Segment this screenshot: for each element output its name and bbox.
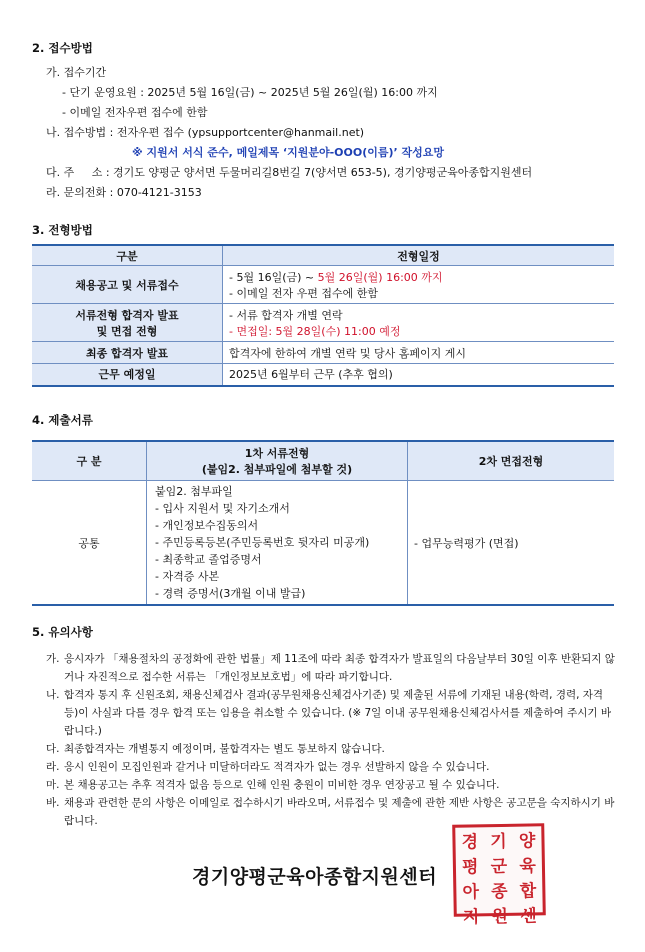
seal-char: 센 xyxy=(520,906,537,927)
note-text: 최종합격자는 개별통지 예정이며, 불합격자는 별도 통보하지 않습니다. xyxy=(64,743,385,755)
label-line: 서류전형 합격자 발표 xyxy=(75,308,179,322)
schedule-text: - 면접일: xyxy=(229,324,276,338)
seal-char: 군 xyxy=(490,856,508,878)
list-item: 붙임2. 첨부파일 xyxy=(155,485,233,498)
note-key: 바. xyxy=(46,797,60,809)
schedule-text: - 서류 합격자 개별 연락 xyxy=(229,308,343,322)
row-value-announcement xyxy=(223,266,615,304)
table-header-category: 구분 xyxy=(32,245,223,266)
row-label-interview xyxy=(32,304,223,342)
note-text: 합격자 통지 후 신원조회, 채용신체검사 결과(공무원채용신체검사기준) 및 제출된 서류에 기재된 내용(학력, 경력, 자격 등)이 사실과 다를 경우 합격 또는 임용을 취소할 수 있습니다. (※ 7일 이내 공무원채용신체검사서를 제출하여 주시기 바랍니다.) xyxy=(64,689,611,737)
list-item xyxy=(46,758,618,776)
table-row xyxy=(32,266,614,304)
table-row xyxy=(32,304,614,342)
header-line: 1차 서류전형 xyxy=(244,447,310,460)
list-item xyxy=(46,650,618,686)
table-header-first-round xyxy=(147,441,408,481)
schedule-text: - 5월 16일(금) ~ xyxy=(229,270,318,284)
list-item xyxy=(46,740,618,758)
section2-address: 다. 주 소 : 경기도 양평군 양서면 두물머리길8번길 7(양서면 653-5), 경기양평군육아종합지원센터 xyxy=(46,166,533,179)
note-key: 라. xyxy=(46,761,60,773)
seal-char: 기 xyxy=(490,831,507,853)
documents-table xyxy=(32,440,614,606)
note-text: 채용과 관련한 문의 사항은 이메일로 접수하시기 바라오며, 서류접수 및 제출에 관한 제반 사항은 공고문을 숙지하시기 바랍니다. xyxy=(64,797,615,827)
list-item xyxy=(46,686,618,740)
seal-char: 육 xyxy=(519,856,536,877)
seal-char: 지 xyxy=(462,907,480,928)
interview-item: - 업무능력평가 (면접) xyxy=(414,536,519,550)
organization-name: 경기양평군육아종합지원센터 xyxy=(192,866,438,888)
list-item xyxy=(46,776,618,794)
note-key: 마. xyxy=(46,779,60,791)
row-label-start: 근무 예정일 xyxy=(32,364,223,386)
interview-date-text: 5월 28일(수) 11:00 예정 xyxy=(275,324,401,338)
section2-a-label: 가. 접수기간 xyxy=(46,66,107,79)
row-value-final: 합격자에 한하여 개별 연락 및 당사 홈페이지 게시 xyxy=(223,342,615,364)
row-label-final: 최종 합격자 발표 xyxy=(32,342,223,364)
section2-b-note: ※ 지원서 서식 준수, 메일제목 ‘지원분야-OOO(이름)’ 작성요망 xyxy=(132,146,445,159)
deadline-text: 5월 26일(월) 16:00 까지 xyxy=(317,270,443,284)
list-item: - 최종학교 졸업증명서 xyxy=(155,553,262,566)
seal-char: 종 xyxy=(490,881,508,903)
list-item: - 자격증 사본 xyxy=(155,570,220,583)
row-label-common: 공통 xyxy=(32,481,147,606)
note-key: 가. xyxy=(46,653,60,665)
row-label-announcement: 채용공고 및 서류접수 xyxy=(32,266,223,304)
list-item: - 입사 지원서 및 자기소개서 xyxy=(155,502,290,515)
documents-list xyxy=(147,481,408,606)
section2-phone: 라. 문의전화 : 070-4121-3153 xyxy=(46,186,202,199)
table-header-second-round: 2차 면접전형 xyxy=(408,441,615,481)
header-line: (붙임2. 첨부파일에 첨부할 것) xyxy=(201,463,353,476)
note-text: 응시자가 「채용절차의 공정화에 관한 법률」제 11조에 따라 최종 합격자가 발표일의 다음날부터 30일 이후 반환되지 않거나 자진적으로 접수한 서류는 「개인정보보호법」에 따라 파기합니다. xyxy=(64,653,615,683)
notes-list xyxy=(46,650,618,830)
section2-b: 나. 접수방법 : 전자우편 접수 (ypsupportcenter@hanmail.net) xyxy=(46,126,365,139)
seal-char: 아 xyxy=(462,882,480,903)
row-value-interview xyxy=(223,304,615,342)
table-header-schedule: 전형일정 xyxy=(223,245,615,266)
section4-heading: 4. 제출서류 xyxy=(32,413,93,427)
selection-table xyxy=(32,244,614,387)
official-seal xyxy=(452,823,546,928)
section2-a1: - 단기 운영요원 : 2025년 5월 16일(금) ~ 2025년 5월 26일(월) 16:00 까지 xyxy=(62,86,438,99)
section5-heading: 5. 유의사항 xyxy=(32,625,93,639)
list-item: - 개인정보수집동의서 xyxy=(155,519,259,532)
section2-heading: 2. 접수방법 xyxy=(32,41,93,55)
list-item: - 주민등록등본(주민등록번호 뒷자리 미공개) xyxy=(155,536,370,549)
list-item: - 경력 증명서(3개월 이내 발급) xyxy=(155,587,306,600)
note-key: 나. xyxy=(46,689,60,701)
note-key: 다. xyxy=(46,743,60,755)
label-line: 및 면접 전형 xyxy=(96,324,158,338)
seal-char: 평 xyxy=(461,857,479,878)
table-row xyxy=(32,481,614,606)
section3-heading: 3. 전형방법 xyxy=(32,223,93,237)
schedule-text: - 이메일 전자 우편 접수에 한함 xyxy=(229,286,378,300)
row-value-start: 2025년 6월부터 근무 (추후 협의) xyxy=(229,368,393,382)
section2-a2: - 이메일 전자우편 접수에 한함 xyxy=(62,106,208,119)
seal-char: 원 xyxy=(491,906,509,928)
table-row xyxy=(32,342,614,364)
seal-char: 양 xyxy=(518,831,536,852)
seal-char: 경 xyxy=(461,832,479,853)
seal-char: 합 xyxy=(519,881,537,902)
note-text: 본 채용공고는 추후 적격자 없음 등으로 인해 인원 충원이 미비한 경우 연장공고 될 수 있습니다. xyxy=(64,779,500,791)
note-text: 응시 인원이 모집인원과 같거나 미달하더라도 적격자가 없는 경우 선발하지 않을 수 있습니다. xyxy=(64,761,490,773)
table-row xyxy=(32,364,614,386)
table-header-category: 구 분 xyxy=(32,441,147,481)
